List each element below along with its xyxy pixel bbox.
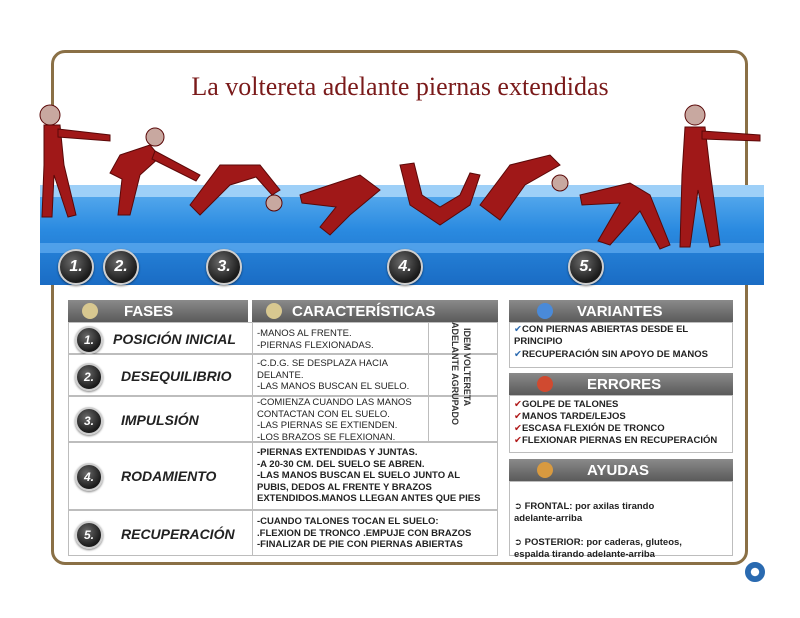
- phase-badge-2: 2.: [75, 363, 103, 391]
- aid-item-2: [514, 525, 682, 561]
- errors-header-label: ERRORES: [587, 375, 662, 393]
- error-item-3: [514, 423, 665, 435]
- phase-badge-5: 5.: [75, 521, 103, 549]
- phase-desc-5: -CUANDO TALONES TOCAN EL SUELO: .FLEXION DE TRONCO .EMPUJE CON BRAZOS -FINALIZAR DE PIE CON PIERNAS ABIERTAS: [257, 516, 472, 550]
- characteristics-header-label: CARACTERÍSTICAS: [292, 302, 436, 320]
- error-text-4: FLEXIONAR PIERNAS EN RECUPERACIÓN: [521, 435, 718, 446]
- phase-badge-4: 4.: [75, 463, 103, 491]
- error-text-1: GOLPE DE TALONES: [521, 399, 619, 410]
- down-arrow-icon: [537, 303, 553, 319]
- variant-item-1: [514, 324, 688, 348]
- check-icon: [266, 303, 282, 319]
- checkmark-icon: ✔: [514, 411, 522, 422]
- error-item-4: [514, 435, 717, 447]
- curved-arrow-icon: ➲: [514, 501, 525, 512]
- aids-header: [509, 459, 733, 481]
- error-text-2: MANOS TARDE/LEJOS: [521, 411, 626, 422]
- curved-arrow-icon: ➲: [514, 537, 525, 548]
- column-divider: [252, 322, 253, 556]
- aid-item-1: [514, 489, 654, 525]
- checkmark-icon: ✔: [514, 423, 522, 434]
- characteristics-header: [252, 300, 498, 322]
- checkmark-icon: ✔: [514, 349, 522, 360]
- aids-header-label: AYUDAS: [587, 461, 649, 479]
- error-text-3: ESCASA FLEXIÓN DE TRONCO: [521, 423, 665, 434]
- aid-text-1: por axilas tirando adelante-arriba: [514, 501, 655, 524]
- phase-name-2: DESEQUILIBRIO: [121, 368, 232, 384]
- refresh-icon[interactable]: [745, 562, 765, 582]
- phase-name-3: IMPULSIÓN: [121, 412, 199, 428]
- banner-badge-3: 3.: [206, 249, 242, 285]
- phase-name-1: POSICIÓN INICIAL: [113, 331, 236, 347]
- side-note-line-1: IDEM VOLTERETA: [462, 328, 472, 407]
- cross-icon: [537, 376, 553, 392]
- banner-badge-1: 1.: [58, 249, 94, 285]
- variants-header-label: VARIANTES: [577, 302, 663, 320]
- variant-text-2: RECUPERACIÓN SIN APOYO DE MANOS: [521, 349, 708, 360]
- phase-desc-1: -MANOS AL FRENTE. -PIERNAS FLEXIONADAS.: [257, 328, 374, 351]
- phase-badge-1: 1.: [75, 326, 103, 354]
- phase-name-5: RECUPERACIÓN: [121, 526, 235, 542]
- side-note: [432, 322, 492, 442]
- phase-desc-2: -C.D.G. SE DESPLAZA HACIA DELANTE. -LAS MANOS BUSCAN EL SUELO.: [257, 358, 410, 392]
- page-title: La voltereta adelante piernas extendidas: [191, 72, 609, 101]
- banner-badge-2: 2.: [103, 249, 139, 285]
- phase-badge-3: 3.: [75, 407, 103, 435]
- variant-text-1: CON PIERNAS ABIERTAS DESDE EL PRINCIPIO: [514, 324, 689, 347]
- checkmark-icon: ✔: [514, 435, 522, 446]
- phase-row-4: [68, 442, 498, 510]
- lightbulb-icon: [82, 303, 98, 319]
- phase-row-5: [68, 510, 498, 556]
- phases-header-label: FASES: [124, 302, 174, 320]
- aid-label-2: POSTERIOR:: [524, 537, 584, 548]
- banner-badge-5: 5.: [568, 249, 604, 285]
- phase-desc-3: -COMIENZA CUANDO LAS MANOS CONTACTAN CON EL SUELO. -LAS PIERNAS SE EXTIENDEN. -LOS BRAZOS SE FLEXIONAN.: [257, 397, 412, 443]
- variant-item-2: [514, 349, 708, 361]
- error-item-1: [514, 399, 618, 411]
- phase-name-4: RODAMIENTO: [121, 468, 217, 484]
- errors-header: [509, 373, 733, 395]
- side-note-line-2: ADELANTE AGRUPADO: [450, 322, 460, 425]
- checkmark-icon: ✔: [514, 399, 522, 410]
- phase-desc-4: -PIERNAS EXTENDIDAS Y JUNTAS. -A 20-30 CM. DEL SUELO SE ABREN. -LAS MANOS BUSCAN EL SUELO JUNTO AL PUBIS, DEDOS AL FRENTE Y BRAZOS EXTENDIDOS.MANOS LLEGAN ANTES QUE PIES: [257, 447, 481, 504]
- note-divider: [428, 322, 429, 442]
- aid-label-1: FRONTAL:: [524, 501, 573, 512]
- checkmark-icon: ✔: [514, 324, 522, 335]
- variants-header: [509, 300, 733, 322]
- aid-text-2: por caderas, gluteos, espalda tirando adelante-arriba: [514, 537, 682, 560]
- right-arrow-icon: [537, 462, 553, 478]
- banner-badge-4: 4.: [387, 249, 423, 285]
- phases-header: [68, 300, 248, 322]
- error-item-2: [514, 411, 626, 423]
